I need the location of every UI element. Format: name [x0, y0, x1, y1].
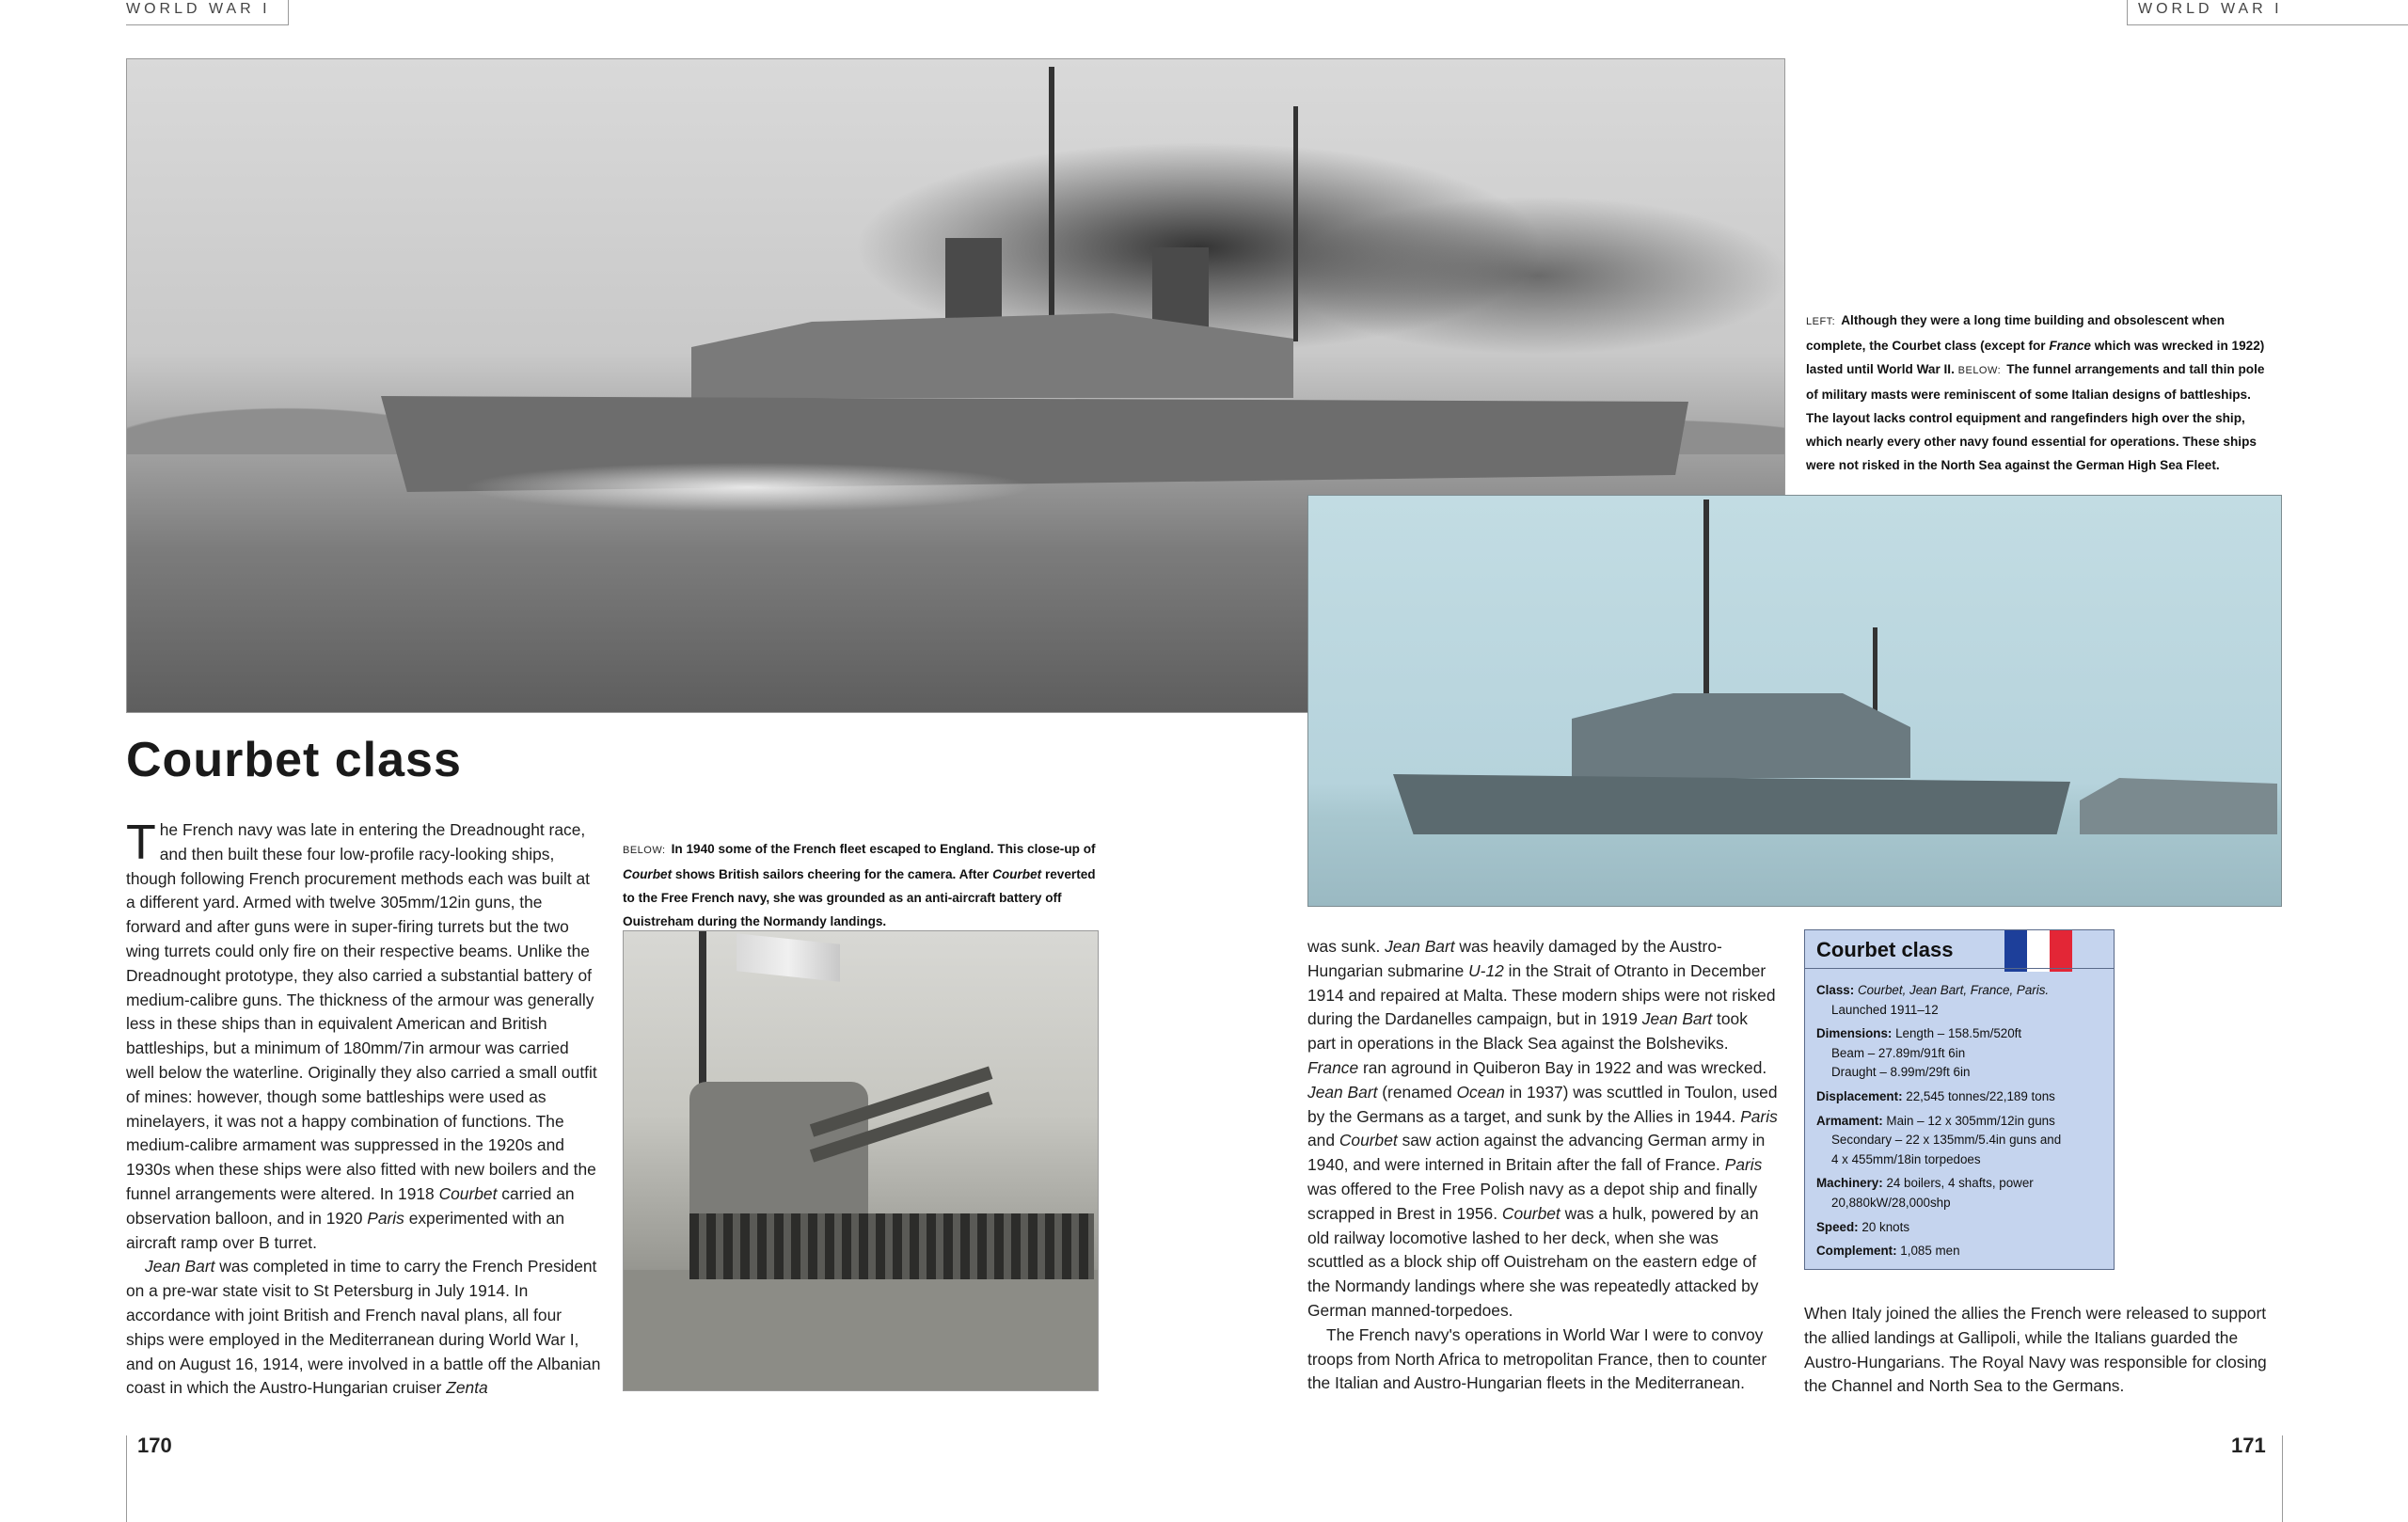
spec-list — [1816, 981, 2104, 1266]
spec-box — [1804, 929, 2115, 1270]
caption-right: LEFT: Although they were a long time building and obsolescent when complete, the Courbet class (except for France which was wrecked in 1922) lasted until World War II. BELOW: The funnel arrangements and tall thin pole of military masts were reminiscent of some Italian designs of battleships. The layout lacks control equipment and rangefinders high over the ship, which nearly every other navy found essential for operations. These ships were not risked in the North Sea against the German High Sea Fleet. — [1806, 313, 2265, 472]
paragraph: was sunk. Jean Bart was heavily damaged by the Austro-Hungarian submarine U-12 in the Strait of Otranto in December 1914 and repaired at Malta. These modern ships were not risked during the Dardanelles campaign, but in 1919 Jean Bart took part in operations in the Black Sea against the Bolsheviks. France ran aground in Quiberon Bay in 1922 and was wrecked. Jean Bart (renamed Ocean in 1937) was scuttled in Toulon, used by the Germans as a target, and sunk by the Allies in 1944. Paris and Courbet saw action against the advancing German army in 1940, and were interned in Britain after the fall of France. Paris was offered to the Free Polish navy as a depot ship and finally scrapped in Brest in 1956. Courbet was a hulk, powered by an old railway locomotive lashed to her deck, when she was scuttled as a block ship off Ouistreham on the eastern edge of the Normandy landings where she was repeatedly attacked by German manned-torpedoes. — [1307, 937, 1778, 1320]
body-column-3 — [1307, 935, 1778, 1396]
footer-vrule-right — [2282, 1435, 2283, 1522]
caption-label-below: BELOW: — [1957, 365, 2002, 376]
header-rule-right — [2127, 24, 2408, 25]
caption-label-left: LEFT: — [1806, 316, 1836, 327]
spec-complement: Complement: 1,085 men — [1816, 1244, 1960, 1259]
spec-divider — [1805, 968, 2114, 969]
spec-machinery: Machinery: 24 boilers, 4 shafts, power 20,880kW/28,000shp — [1816, 1176, 2034, 1210]
spec-title: Courbet class — [1816, 938, 1954, 961]
page-number-left: 170 — [137, 1434, 172, 1457]
caption-label-below: BELOW: — [623, 845, 666, 856]
header-rule-left — [126, 24, 288, 25]
photo-sailors-cheering — [623, 930, 1099, 1391]
caption-below: BELOW: In 1940 some of the French fleet escaped to England. This close-up of Courbet shows British sailors cheering for the camera. After Courbet reverted to the Free French navy, she was grounded as an anti-aircraft battery off Ouistreham during the Normandy landings. — [623, 842, 1096, 928]
paragraph: The French navy was late in entering the Dreadnought race, and then built these four low-profile racy-looking ships, though following French procurement methods each was built at a different yard. Armed with twelve 305mm/12in guns, the forward and after guns were in super-firing turrets but the two wing turrets could only fire on their respective beams. Unlike the Dreadnought prototype, they also carried a substantial battery of medium-calibre guns. The thickness of the armour was generally less in these ships than in equivalent American and British battleships, but a minimum of 180mm/7in armour was carried well below the waterline. Originally they also carried a small outfit of mines: however, though some battleships were used as minelayers, it was not a happy combination of functions. The medium-calibre armament was suppressed in the 1920s and 1930s when these ships were also fitted with new boilers and the funnel arrangements were altered. In 1918 Courbet carried an observation balloon, and in 1920 Paris experimented with an aircraft ramp over B turret. — [126, 816, 597, 1252]
spec-class: Class: Courbet, Jean Bart, France, Paris. Launched 1911–12 — [1816, 983, 2050, 1017]
paragraph: The French navy's operations in World War I were to convoy troops from North Africa to metropolitan France, then to counter the Italian and Austro-Hungarian fleets in the Mediterranean. — [1307, 1324, 1767, 1393]
paragraph: Jean Bart was completed in time to carry the French President on a pre-war state visit to St Petersburg in July 1914. In accordance with joint British and French naval plans, all four ships were employed in the Mediterranean during World War I, and on August 16, 1914, were involved in a battle off the Albanian coast in which the Austro-Hungarian cruiser Zenta — [126, 1257, 601, 1398]
body-column-1 — [126, 818, 601, 1401]
running-head-right: WORLD WAR I — [2138, 1, 2283, 17]
drop-cap: T — [126, 816, 156, 870]
spec-armament: Armament: Main – 12 x 305mm/12in guns Secondary – 22 x 135mm/5.4in guns and 4 x 455mm/18in torpedoes — [1816, 1113, 2062, 1166]
running-head-left: WORLD WAR I — [126, 1, 271, 17]
body-column-4: When Italy joined the allies the French were released to support the allied landings at Gallipoli, while the Italians guarded the Austro-Hungarians. The Royal Navy was responsible for closing the Channel and North Sea to the Germans. — [1804, 1304, 2267, 1396]
page-number-right: 171 — [2231, 1434, 2266, 1457]
header-vrule-left — [288, 0, 289, 25]
header-vrule-right — [2127, 0, 2128, 25]
photo-courbet-at-anchor — [1307, 495, 2282, 907]
spec-displacement: Displacement: 22,545 tonnes/22,189 tons — [1816, 1088, 2055, 1103]
spec-header — [1805, 930, 2114, 968]
french-flag-icon — [2004, 930, 2072, 972]
footer-vrule-left — [126, 1435, 127, 1522]
spec-dimensions: Dimensions: Length – 158.5m/520ft Beam – 27.89m/91ft 6in Draught – 8.99m/29ft 6in — [1816, 1026, 2022, 1080]
page-title: Courbet class — [126, 733, 462, 787]
spec-speed: Speed: 20 knots — [1816, 1219, 1910, 1234]
